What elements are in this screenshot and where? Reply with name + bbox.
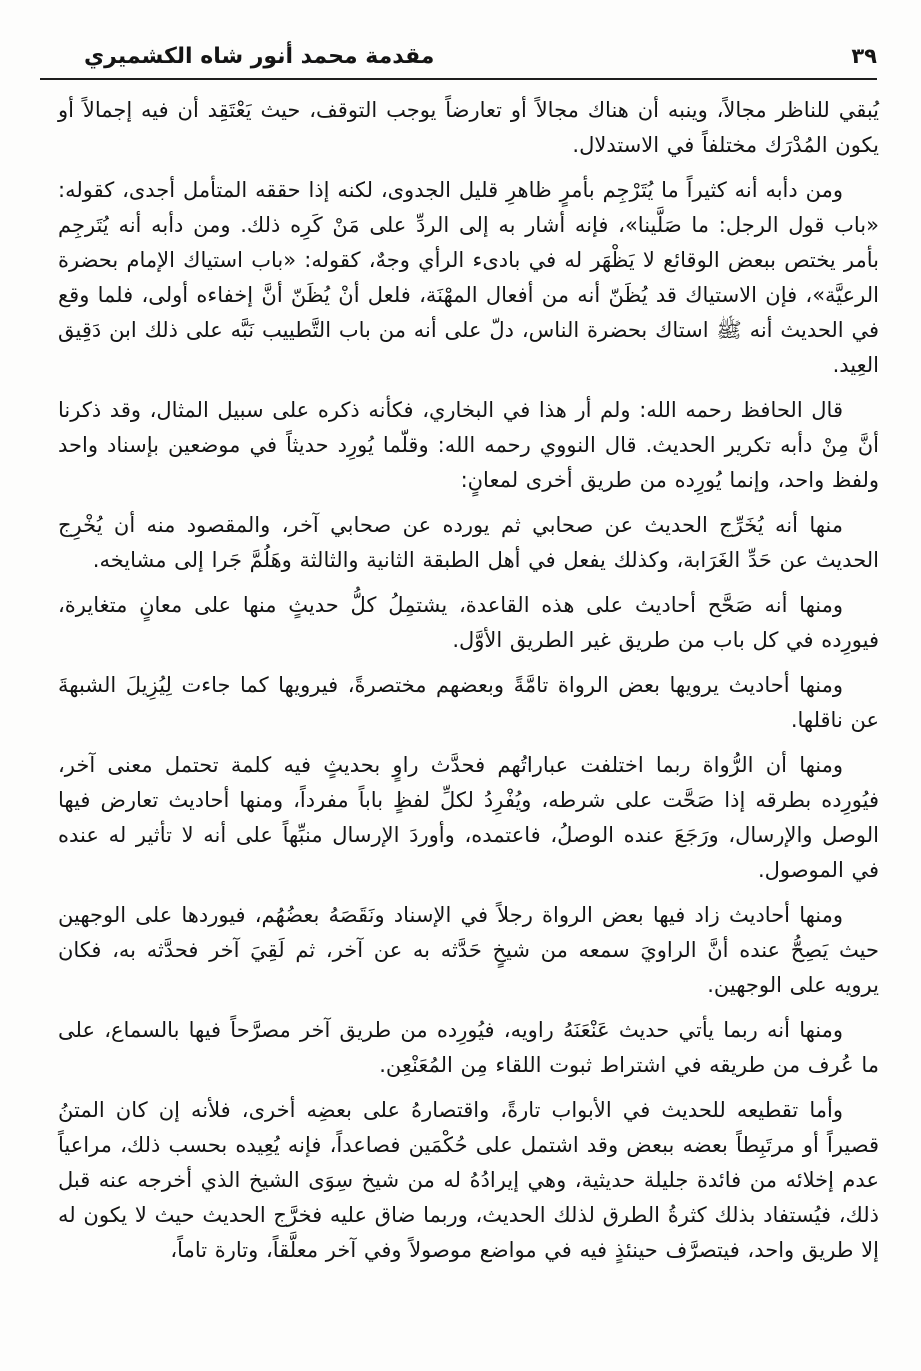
paragraph: قال الحافظ رحمه الله: ولم أر هذا في البخاري، فكأنه ذكره على سبيل المثال، وقد ذكرنا أنَّ مِنْ دأبه تكرير الحديث. قال النووي رحمه الله: وقلّما يُورِد حديثاً في موضعين بإسناد واحد ولفظ واحد، وإنما يُورِده من طريق أخرى لمعانٍ: (58, 398, 879, 492)
paragraph: منها أنه يُخَرِّج الحديث عن صحابي ثم يورده عن صحابي آخر، والمقصود منه أن يُخْرِج الحديث عن حَدِّ الغَرَابة، وكذلك يفعل في أهل الطبقة الثانية والثالثة وهَلُمَّ جَرا إلى مشايخه. (58, 513, 879, 572)
paragraph: يُبقي للناظر مجالاً، وينبه أن هناك مجالاً أو تعارضاً يوجب التوقف، حيث يَعْتَقِد أن فيه إجمالاً أو يكون المُدْرَك مختلفاً في الاستدلال. (58, 98, 879, 157)
paragraph: ومنها أحاديث يرويها بعض الرواة تامَّةً وبعضهم مختصرةً، فيرويها كما جاءت لِيُزِيلَ الشبهةَ عن ناقلها. (58, 673, 879, 732)
paragraph: وأما تقطيعه للحديث في الأبواب تارةً، واقتصارهُ على بعضِه أخرى، فلأنه إن كان المتنُ قصيراً أو مرتَبِطاً بعضه ببعض وقد اشتمل على حُكْمَين فصاعداً، فإنه يُعِيده بحسب ذلك، مراعياً عدم إخلائه من فائدة جليلة حديثية، وهي إيرادُهُ له من شيخ سِوَى الشيخ الذي أخرجه عنه قبل ذلك، فيُستفاد بذلك كثرةُ الطرق لذلك الحديث، وربما ضاق عليه فخرَّج الحديث حيث لا يكون له إلا طريق واحد، فيتصرَّف حينئذٍ فيه في مواضع موصولاً وفي آخر معلَّقاً، وتارة تاماً، (58, 1098, 879, 1262)
page-title: مقدمة محمد أنور شاه الكشميري (84, 44, 435, 69)
paragraph: ومنها أنه ربما يأتي حديث عَنْعَنَهُ راويه، فيُورِده من طريق آخر مصرَّحاً فيها بالسماع، على ما عُرف من طريقه في اشتراط ثبوت اللقاء مِن المُعَنْعِن. (58, 1018, 879, 1077)
page-header (0, 0, 921, 69)
paragraph: ومن دأبه أنه كثيراً ما يُتَرْجِم بأمرٍ ظاهرِ قليل الجدوى، لكنه إذا حققه المتأمل أجدى، كقوله: «باب قول الرجل: ما صَلَّينا»، فإنه أشار به إلى الردِّ على مَنْ كَرِه ذلك. ومن دأبه أنه يُتَرجِم بأمر يختص ببعض الوقائع لا يَظْهَر له في بادىء الرأي وجهٌ، كقوله: «باب استياك الإمام بحضرة الرعيَّة»، فإن الاستياك قد يُظَنّ أنه من أفعال المهْنَة، فلعل أنْ يُظَنّ أنَّ إخفاءه أولى، فلما وقع في الحديث أنه ﷺ استاك بحضرة الناس، دلّ على أنه من باب التَّطييب نَبَّه على ذلك ابن دَقِيق العِيد. (58, 178, 879, 377)
paragraph: ومنها أن الرُّواة ربما اختلفت عباراتُهم فحدَّث راوٍ بحديثٍ فيه كلمة تحتمل معنى آخر، فيُورِده بطرقه إذا صَحَّت على شرطه، ويُفْرِدُ لكلِّ لفظٍ باباً مفرداً، ومنها أحاديث تعارض فيها الوصل والإرسال، ورَجَعَ عنده الوصلُ، فاعتمده، وأوردَ الإرسال منبِّهاً على أنه لا تأثير له عنده في الموصول. (58, 753, 879, 882)
paragraph: ومنها أحاديث زاد فيها بعض الرواة رجلاً في الإسناد ونَقَصَهُ بعضُهُم، فيوردها على الوجهين حيث يَصِحُّ عنده أنَّ الراويَ سمعه من شيخٍ حَدَّثه به عن آخر، ثم لَقِيَ آخر فحدَّثه به، فكان يرويه على الوجهين. (58, 903, 879, 997)
paragraph: ومنها أنه صَحَّح أحاديث على هذه القاعدة، يشتمِلُ كلُّ حديثٍ منها على معانٍ متغايرة، فيورِده في كل باب من طريق غير الطريق الأوَّل. (58, 593, 879, 652)
page-number: ٣٩ (851, 44, 877, 68)
body-text (0, 80, 921, 1268)
